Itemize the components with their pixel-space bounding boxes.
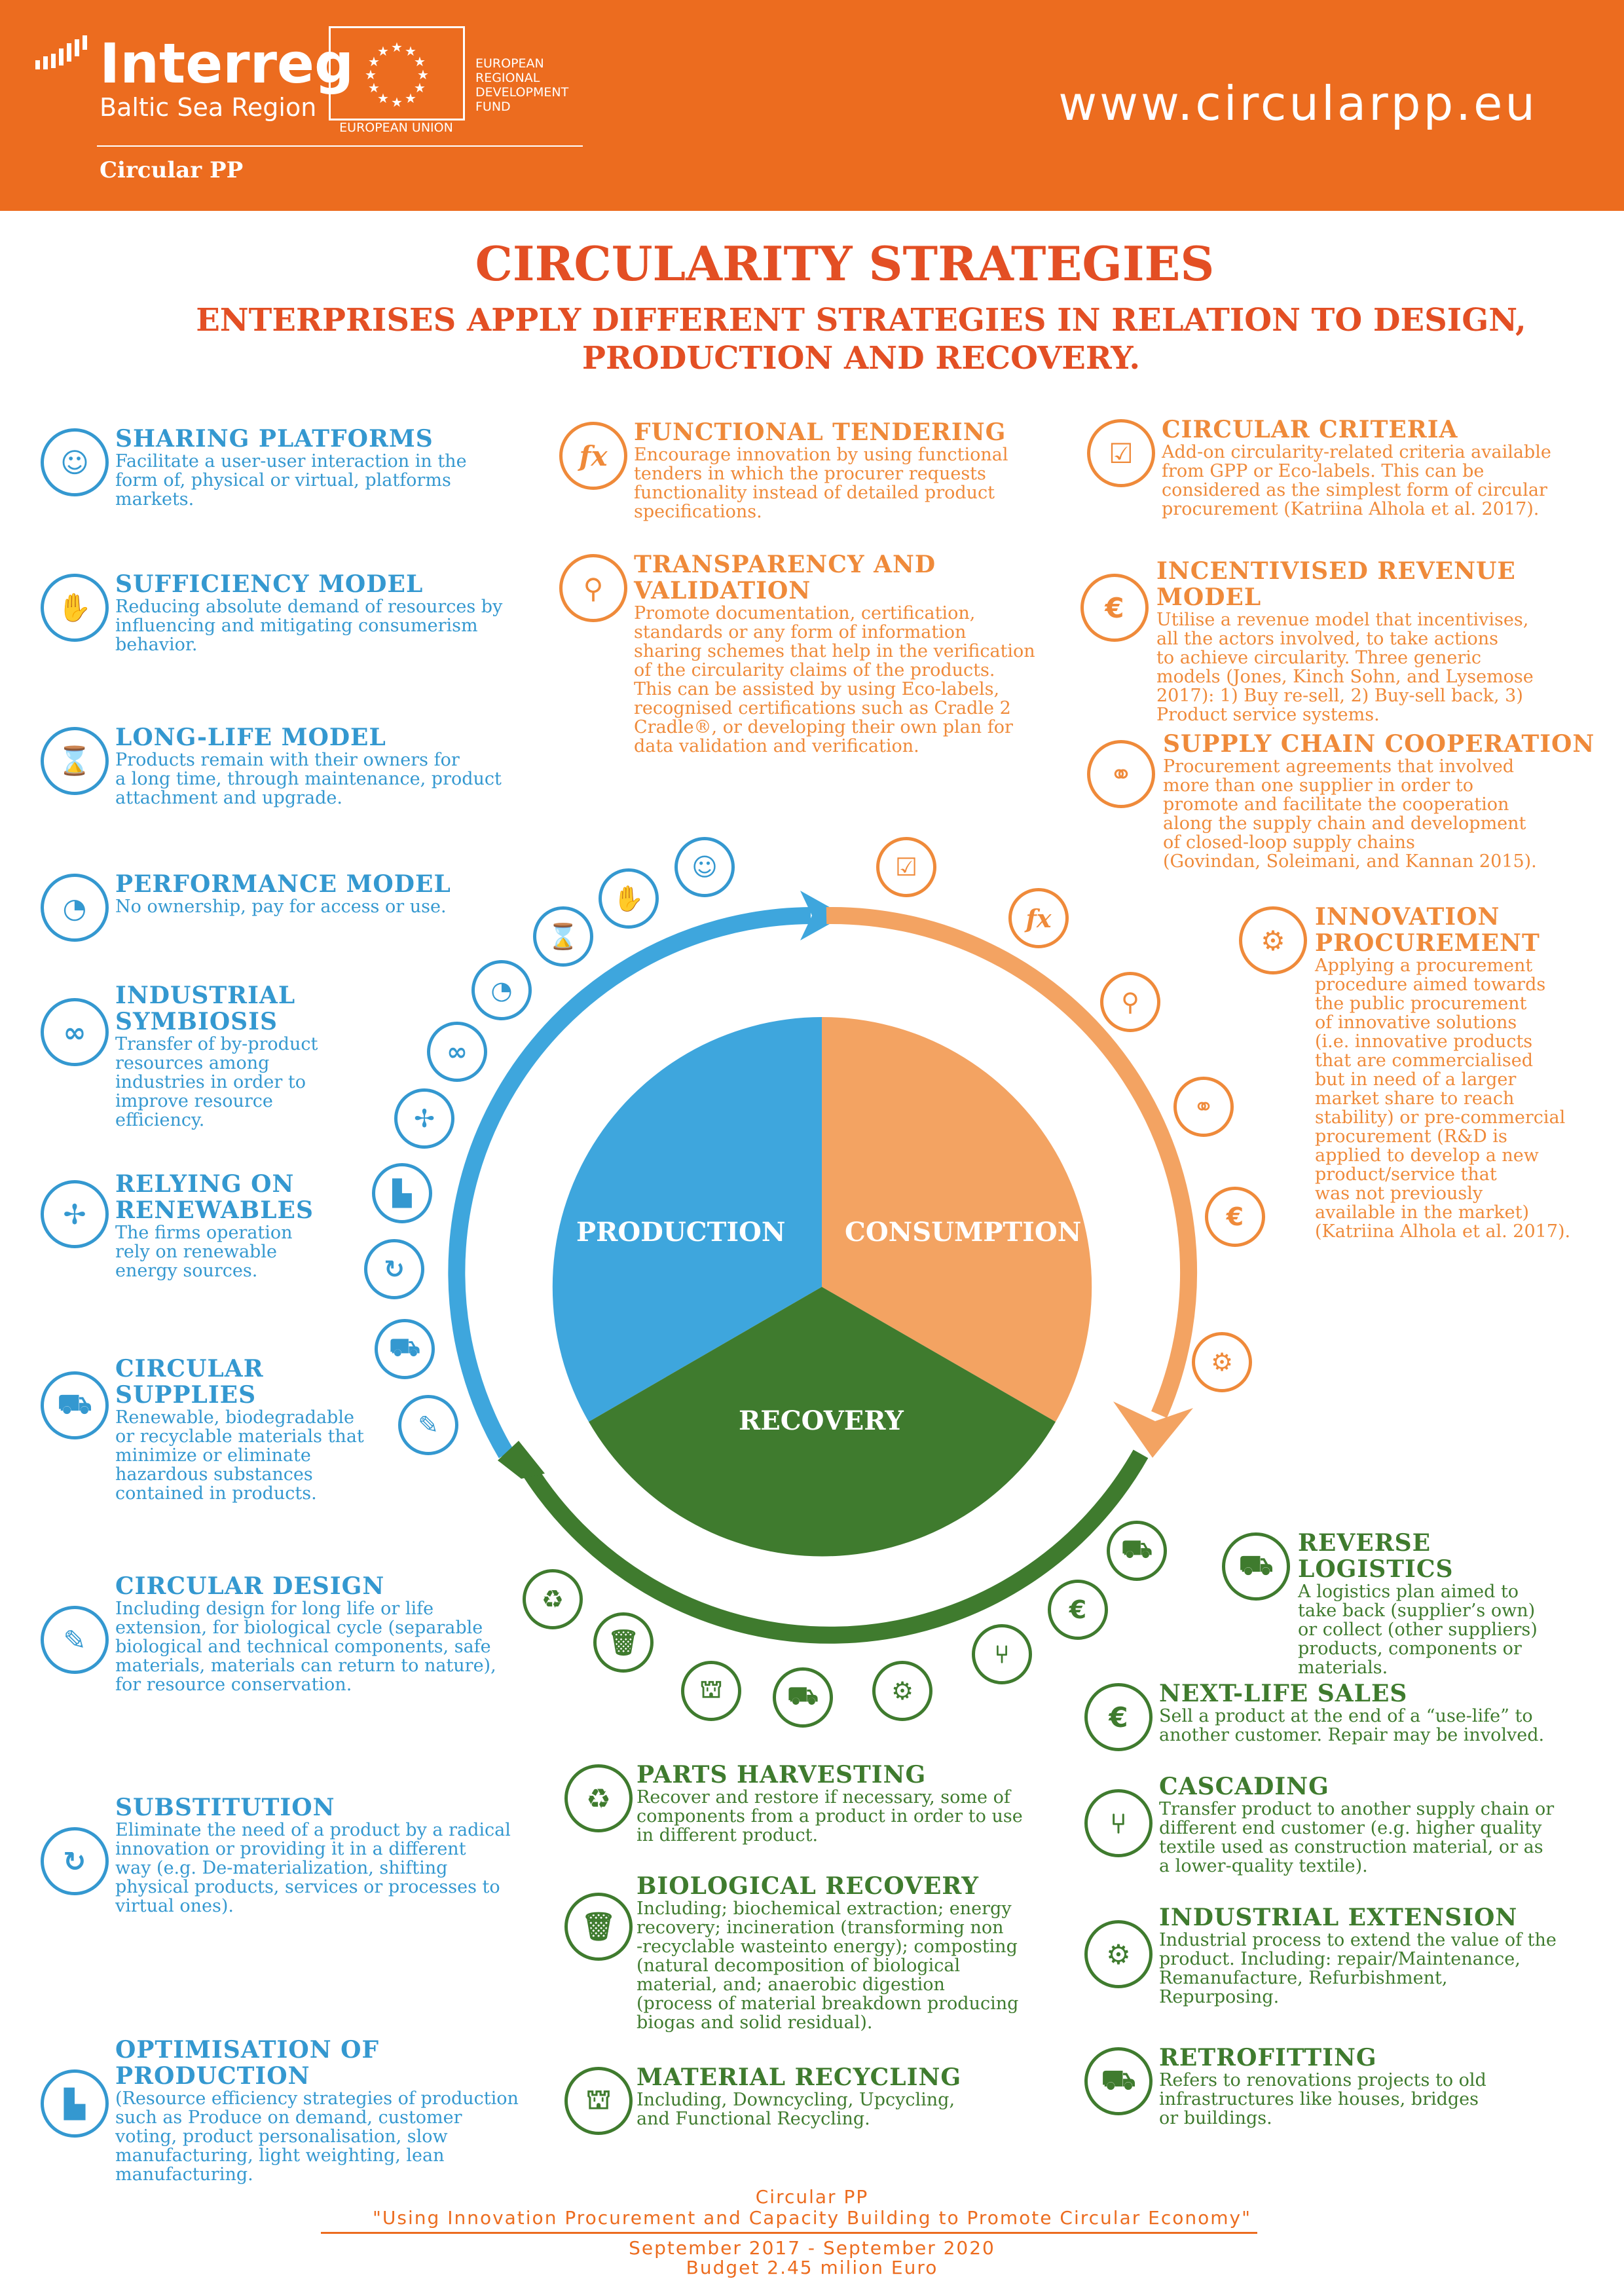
recycle-icon: ♻ [564, 1764, 633, 1832]
return-truck-icon: ⛟ [1107, 1521, 1167, 1581]
fund-line-3: DEVELOPMENT [475, 85, 569, 100]
project-name: Circular PP [100, 157, 244, 183]
hourglass-icon: ⌛ [41, 727, 109, 795]
bin-icon: 🗑 [564, 1893, 633, 1961]
strategy-title: INNOVATION [1315, 903, 1500, 931]
strategy-text: specifications. [634, 502, 762, 522]
strategy-text: materials, materials can return to nature), [115, 1656, 496, 1676]
strategy-reverse-logistics [1222, 1530, 1589, 1677]
strategy-text: innovation or providing it in a different [115, 1839, 466, 1859]
strategy-industrial-extension [1084, 1904, 1602, 2007]
strategy-title: PROCUREMENT [1315, 929, 1540, 957]
svg-text:★: ★ [417, 67, 429, 83]
strategy-text: procedure aimed towards [1315, 974, 1546, 995]
strategy-text: voting, product personalisation, slow [115, 2126, 448, 2147]
strategy-transparency-and-validation [559, 551, 1044, 756]
strategy-title: SYMBIOSIS [115, 1008, 278, 1035]
strategy-title: LONG-LIFE MODEL [115, 724, 386, 751]
strategy-text: (Resource efficiency strategies of production [115, 2088, 519, 2109]
strategy-long-life-model [41, 724, 538, 807]
interreg-brand: Interreg [100, 31, 354, 96]
strategy-text: Cradle®, or developing their own plan for [634, 717, 1013, 737]
strategy-text: material, and; anaerobic digestion [637, 1975, 945, 1995]
strategy-title: RETROFITTING [1159, 2044, 1377, 2071]
strategy-text: form of, physical or virtual, platforms [115, 470, 451, 491]
strategy-material-recycling [564, 2064, 1049, 2128]
strategy-text: Product service systems. [1156, 705, 1380, 725]
svg-text:★: ★ [405, 90, 416, 106]
mixer-icon: ⛟ [773, 1667, 833, 1728]
eu-flag [329, 26, 465, 121]
strategy-text: or recyclable materials that [115, 1426, 364, 1447]
strategy-text: Utilise a revenue model that incentivises, [1156, 610, 1529, 630]
consumption-label: CONSUMPTION [845, 1217, 1082, 1248]
head-gear-icon: ⚙ [1192, 1332, 1252, 1392]
function-icon: fx [1008, 888, 1069, 948]
substitution-icon: ↻ [41, 1827, 109, 1895]
strategy-supply-chain-cooperation [1087, 731, 1604, 871]
eu-label: EUROPEAN UNION [339, 121, 453, 135]
strategy-next-life-sales [1084, 1680, 1602, 1745]
strategy-title: TRANSPARENCY AND [634, 551, 936, 578]
strategy-title: NEXT-LIFE SALES [1159, 1680, 1408, 1707]
strategy-text: industries in order to [115, 1072, 306, 1092]
hourglass-icon: ⌛ [533, 906, 593, 967]
crane-icon: ⛫ [681, 1661, 741, 1721]
strategy-innovation-procurement [1239, 904, 1606, 1241]
strategy-sharing-platforms [41, 426, 538, 509]
magnifier-check-icon: ⚲ [1100, 972, 1160, 1032]
svg-text:★: ★ [414, 80, 426, 96]
header-divider [97, 145, 583, 147]
strategy-text: (i.e. innovative products [1315, 1031, 1533, 1052]
strategy-functional-tendering [559, 419, 1044, 521]
footer-project: Circular PP [755, 2186, 869, 2208]
strategy-text: This can be assisted by using Eco-labels, [634, 679, 1000, 699]
strategy-text: tenders in which the procurer requests [634, 464, 986, 484]
strategy-sufficiency-model [41, 571, 538, 654]
strategy-text: but in need of a larger [1315, 1069, 1517, 1090]
strategy-text: more than one supplier in order to [1163, 775, 1474, 796]
strategy-text: another customer. Repair may be involved. [1159, 1725, 1545, 1745]
strategy-text: Including, Downcycling, Upcycling, [637, 2090, 955, 2110]
strategy-text: data validation and verification. [634, 736, 919, 756]
footer-divider [321, 2232, 1257, 2234]
users-icon: ☺ [41, 428, 109, 496]
strategy-text: to achieve circularity. Three generic [1156, 648, 1481, 668]
strategy-text: a long time, through maintenance, product [115, 769, 502, 789]
strategy-text: Encourage innovation by using functional [634, 445, 1008, 465]
strategy-text: take back (supplier’s own) [1298, 1601, 1536, 1621]
strategy-title: INDUSTRIAL EXTENSION [1159, 1904, 1518, 1931]
strategy-text: (natural decomposition of biological [637, 1956, 961, 1976]
strategy-cascading [1084, 1773, 1602, 1876]
website-link[interactable]: www.circularpp.eu [1058, 76, 1538, 131]
strategy-text: 2017): 1) Buy re-sell, 2) Buy-sell back, 3) [1156, 686, 1523, 706]
strategy-text: Recover and restore if necessary, some of [637, 1787, 1010, 1808]
factory-icon: ▙ [41, 2069, 109, 2138]
strategy-text: standards or any form of information [634, 622, 967, 642]
strategy-text: biological and technical components, safe [115, 1637, 491, 1657]
strategy-text: Renewable, biodegradable [115, 1407, 354, 1428]
strategy-text: Transfer product to another supply chain or [1159, 1799, 1555, 1819]
strategy-text: physical products, services or processes to [115, 1877, 500, 1897]
strategy-substitution [41, 1794, 538, 1916]
page-title: CIRCULARITY STRATEGIES [475, 236, 1215, 291]
strategy-text: recovery; incineration (transforming non [637, 1918, 1004, 1938]
strategy-text: from GPP or Eco-labels. This can be [1162, 461, 1485, 481]
strategy-text: infrastructures like houses, bridges [1159, 2089, 1479, 2109]
strategy-text: No ownership, pay for access or use. [115, 897, 447, 917]
strategy-title: REVERSE LOGISTICS [1298, 1529, 1454, 1583]
strategy-text: improve resource [115, 1091, 273, 1111]
strategy-title: RENEWABLES [115, 1196, 314, 1224]
strategy-text: different end customer (e.g. higher quality [1159, 1818, 1542, 1838]
strategy-text: influencing and mitigating consumerism [115, 616, 478, 636]
page-subtitle-line-2: PRODUCTION AND RECOVERY. [581, 340, 1141, 377]
strategy-text: minimize or eliminate [115, 1445, 311, 1466]
substitution-icon: ↻ [364, 1239, 424, 1299]
strategy-text: hazardous substances [115, 1464, 313, 1485]
strategy-text: of the circularity claims of the products. [634, 660, 995, 680]
strategy-text: Facilitate a user-user interaction in the [115, 451, 467, 472]
strategy-text: Refers to renovations projects to old [1159, 2070, 1486, 2090]
mixer-icon: ⛟ [1084, 2047, 1153, 2115]
truck-icon: ⛟ [41, 1371, 109, 1439]
design-tools-icon: ✎ [41, 1606, 109, 1674]
interreg-waves-icon [34, 34, 100, 73]
strategy-text: (process of material breakdown producing [637, 1994, 1019, 2014]
strategy-text: resources among [115, 1053, 270, 1073]
cascade-icon: ⑂ [1084, 1789, 1153, 1857]
strategy-title: INDUSTRIAL [115, 982, 296, 1009]
strategy-text: Repurposing. [1159, 1987, 1280, 2007]
strategy-text: available in the market) [1315, 1202, 1530, 1223]
strategy-text: product. Including: repair/Maintenance, [1159, 1949, 1521, 1969]
magnifier-check-icon: ⚲ [559, 554, 627, 622]
cascade-icon: ⑂ [972, 1624, 1032, 1684]
fund-line-2: REGIONAL [475, 71, 540, 85]
header-bar [0, 0, 1624, 211]
strategy-title: CIRCULAR [115, 1355, 264, 1382]
strategy-text: components from a product in order to use [637, 1806, 1023, 1827]
handshake-icon: ⚭ [1087, 740, 1155, 808]
strategy-text: biogas and solid residual). [637, 2012, 873, 2033]
strategy-text: products, components or [1298, 1639, 1522, 1659]
strategy-incentivised-revenue-model [1080, 558, 1598, 724]
strategy-text: procurement (R&D is [1315, 1126, 1507, 1147]
strategy-text: materials. [1298, 1658, 1388, 1678]
strategy-title: SUFFICIENCY MODEL [115, 570, 424, 598]
footer-tagline: "Using Innovation Procurement and Capacity Building to Promote Circular Economy" [373, 2207, 1251, 2229]
footer-period: September 2017 - September 2020 [629, 2237, 995, 2259]
strategy-text: (Govindan, Soleimani, and Kannan 2015). [1163, 851, 1537, 872]
strategy-text: efficiency. [115, 1110, 205, 1130]
strategy-text: Transfer of by-product [115, 1034, 318, 1054]
strategy-text: behavior. [115, 635, 198, 655]
production-label: PRODUCTION [576, 1217, 786, 1248]
strategy-text: -recyclable wasteinto energy); composting [637, 1937, 1018, 1957]
strategy-text: or collect (other suppliers) [1298, 1620, 1538, 1640]
strategy-text: or buildings. [1159, 2108, 1272, 2128]
strategy-text: and Functional Recycling. [637, 2109, 870, 2129]
strategy-title: SUPPLY CHAIN COOPERATION [1163, 730, 1595, 758]
strategy-text: functionality instead of detailed product [634, 483, 995, 503]
euro-icon: € [1205, 1187, 1265, 1247]
svg-text:★: ★ [414, 54, 426, 69]
strategy-text: textile used as construction material, or as [1159, 1837, 1543, 1857]
strategy-text: Add-on circularity-related criteria available [1162, 442, 1551, 462]
strategy-text: Applying a procurement [1315, 955, 1533, 976]
strategy-text: virtual ones). [115, 1896, 234, 1916]
svg-text:★: ★ [365, 67, 377, 83]
link-icon: ∞ [41, 998, 109, 1066]
strategy-parts-harvesting [564, 1762, 1049, 1845]
strategy-text: Procurement agreements that involved [1163, 756, 1515, 777]
strategy-title: BIOLOGICAL RECOVERY [637, 1872, 979, 1900]
design-tools-icon: ✎ [398, 1395, 458, 1455]
return-truck-icon: ⛟ [1222, 1532, 1290, 1601]
conveyor-icon: ⚙ [872, 1661, 932, 1721]
function-icon: fx [559, 422, 627, 490]
strategy-text: that are commercialised [1315, 1050, 1534, 1071]
strategy-title: PARTS HARVESTING [637, 1761, 927, 1789]
strategy-text: energy sources. [115, 1261, 258, 1281]
recycle-icon: ♻ [523, 1569, 583, 1629]
strategy-text: Promote documentation, certification, [634, 603, 976, 623]
strategy-circular-supplies [41, 1356, 407, 1503]
wind-turbine-icon: ✢ [41, 1180, 109, 1248]
svg-text:★: ★ [405, 43, 416, 59]
strategy-text: A logistics plan aimed to [1298, 1582, 1519, 1602]
strategy-text: manufacturing, light weighting, lean [115, 2145, 445, 2166]
gauge-icon: ◔ [41, 874, 109, 942]
strategy-text: markets. [115, 489, 194, 510]
strategy-text: market share to reach [1315, 1088, 1515, 1109]
strategy-title: CIRCULAR CRITERIA [1162, 416, 1458, 443]
strategy-text: product/service that [1315, 1164, 1497, 1185]
strategy-text: for resource conservation. [115, 1675, 352, 1695]
hand-icon: ✋ [599, 868, 659, 929]
strategy-relying-on-renewables [41, 1171, 407, 1280]
svg-text:★: ★ [377, 90, 389, 106]
strategy-text: The firms operation [115, 1223, 293, 1243]
strategy-text: Industrial process to extend the value of the [1159, 1930, 1557, 1950]
strategy-title: RELYING ON [115, 1170, 295, 1198]
strategy-biological-recovery [564, 1873, 1049, 2032]
strategy-title: FUNCTIONAL TENDERING [634, 418, 1006, 446]
strategy-text: way (e.g. De-materialization, shifting [115, 1858, 448, 1878]
strategy-text: a lower-quality textile). [1159, 1856, 1368, 1876]
strategy-text: of innovative solutions [1315, 1012, 1517, 1033]
strategy-title: OPTIMISATION OF PRODUCTION [115, 2036, 380, 2090]
crane-icon: ⛫ [564, 2067, 633, 2135]
strategy-text: was not previously [1315, 1183, 1483, 1204]
handshake-icon: ⚭ [1173, 1077, 1234, 1137]
strategy-text: attachment and upgrade. [115, 788, 342, 808]
strategy-text: sharing schemes that help in the verification [634, 641, 1035, 661]
strategy-title: SHARING PLATFORMS [115, 425, 434, 453]
strategy-text: manufacturing. [115, 2164, 253, 2185]
svg-text:★: ★ [377, 43, 389, 59]
recovery-label: RECOVERY [739, 1405, 904, 1436]
strategy-text: Reducing absolute demand of resources by [115, 597, 503, 617]
strategy-text: along the supply chain and development [1163, 813, 1526, 834]
checklist-icon: ☑ [876, 837, 936, 897]
strategy-text: Including design for long life or life [115, 1599, 434, 1619]
strategy-text: Sell a product at the end of a “use-life” to [1159, 1706, 1533, 1726]
users-icon: ☺ [674, 837, 735, 897]
strategy-text: (Katriina Alhola et al. 2017). [1315, 1221, 1571, 1242]
strategy-text: all the actors involved, to take actions [1156, 629, 1499, 649]
strategy-title: INCENTIVISED REVENUE MODEL [1156, 557, 1516, 611]
strategy-text: rely on renewable [115, 1242, 277, 1262]
truck-icon: ⛟ [375, 1319, 435, 1379]
strategy-text: extension, for biological cycle (separable [115, 1618, 483, 1638]
strategy-title: SUBSTITUTION [115, 1794, 335, 1821]
strategy-text: in different product. [637, 1825, 819, 1845]
svg-text:★: ★ [368, 54, 380, 69]
fund-line-4: FUND [475, 100, 511, 114]
strategy-text: stability) or pre-commercial [1315, 1107, 1566, 1128]
factory-icon: ▙ [372, 1163, 432, 1223]
strategy-performance-model [41, 870, 538, 924]
gauge-icon: ◔ [471, 960, 532, 1020]
page-subtitle-line-1: ENTERPRISES APPLY DIFFERENT STRATEGIES IN RELATION TO DESIGN, [196, 302, 1526, 339]
euro-tag-icon: € [1084, 1683, 1153, 1751]
strategy-title: CASCADING [1159, 1773, 1329, 1800]
footer-budget: Budget 2.45 milion Euro [686, 2257, 938, 2278]
strategy-text: the public procurement [1315, 993, 1527, 1014]
hand-icon: ✋ [41, 574, 109, 642]
strategy-text: applied to develop a new [1315, 1145, 1539, 1166]
strategy-text: procurement (Katriina Alhola et al. 2017). [1162, 499, 1540, 519]
region-label: Baltic Sea Region [100, 93, 317, 122]
link-icon: ∞ [427, 1022, 487, 1082]
bin-icon: 🗑 [593, 1612, 654, 1673]
checklist-icon: ☑ [1087, 419, 1155, 487]
wind-turbine-icon: ✢ [394, 1088, 454, 1149]
strategy-text: such as Produce on demand, customer [115, 2107, 462, 2128]
strategy-text: of closed-loop supply chains [1163, 832, 1415, 853]
strategy-text: Products remain with their owners for [115, 750, 460, 770]
strategy-title: SUPPLIES [115, 1381, 257, 1409]
strategy-title: MATERIAL RECYCLING [637, 2064, 962, 2091]
strategy-circular-criteria [1087, 417, 1585, 519]
strategy-title: CIRCULAR DESIGN [115, 1572, 385, 1600]
strategy-text: Including; biochemical extraction; energy [637, 1899, 1012, 1919]
strategy-text: contained in products. [115, 1483, 317, 1504]
strategy-text: Remanufacture, Refurbishment, [1159, 1968, 1448, 1988]
strategy-circular-design [41, 1573, 538, 1694]
svg-text:★: ★ [391, 94, 403, 110]
strategy-optimisation-of-production [41, 2037, 538, 2184]
conveyor-icon: ⚙ [1084, 1920, 1153, 1988]
head-gear-icon: ⚙ [1239, 906, 1307, 974]
svg-text:★: ★ [368, 80, 380, 96]
strategy-text: Eliminate the need of a product by a radical [115, 1820, 511, 1840]
strategy-text: promote and facilitate the cooperation [1163, 794, 1509, 815]
euro-icon: € [1080, 574, 1149, 642]
strategy-retrofitting [1084, 2045, 1602, 2128]
euro-tag-icon: € [1048, 1580, 1108, 1640]
strategy-text: recognised certifications such as Cradle 2 [634, 698, 1011, 718]
svg-text:★: ★ [391, 39, 403, 55]
fund-line-1: EUROPEAN [475, 56, 544, 71]
strategy-title: PERFORMANCE MODEL [115, 870, 451, 898]
eu-stars-icon [331, 28, 463, 119]
strategy-text: models (Jones, Kinch Sohn, and Lysemose [1156, 667, 1534, 687]
strategy-text: considered as the simplest form of circular [1162, 480, 1547, 500]
strategy-title: VALIDATION [634, 577, 811, 604]
strategy-industrial-symbiosis [41, 982, 407, 1130]
